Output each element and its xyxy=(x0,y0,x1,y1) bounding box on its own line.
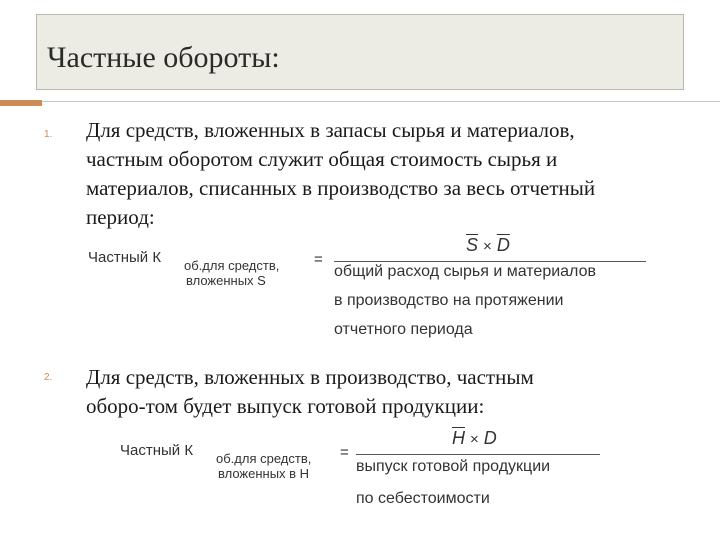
text-line: период: xyxy=(86,205,155,229)
text-line: Для средств, вложенных в запасы сырья и материалов, xyxy=(86,118,575,142)
formula-denominator: отчетного периода xyxy=(334,321,473,338)
formula-denominator: в производство на протяжении xyxy=(334,292,564,309)
title-box xyxy=(36,14,684,90)
formula-denominator: общий расход сырья и материалов xyxy=(334,263,596,280)
text-line: материалов, списанных в производство за весь отчетный xyxy=(86,176,596,200)
formula-lhs: Частный К xyxy=(88,249,162,266)
fraction-bar xyxy=(356,454,600,455)
item-number: 1. xyxy=(44,129,53,140)
item-text xyxy=(86,363,534,421)
slide-title: Частные обороты: xyxy=(47,41,280,74)
formula-subscript: вложенных в Н xyxy=(218,466,310,481)
formula-numerator: $\overline{S} \times \overline{D}$ xyxy=(466,235,510,255)
formula-denominator: выпуск готовой продукции xyxy=(356,458,551,475)
item-number: 2. xyxy=(44,372,53,383)
text-line: частным оборотом служит общая стоимость сырья и xyxy=(86,147,558,171)
text-line: оборо-том будет выпуск готовой продукции: xyxy=(86,394,485,418)
formula-denominator: по себестоимости xyxy=(356,490,490,507)
formula-subscript: об.для средств, xyxy=(184,258,280,273)
formula-subscript: вложенных S xyxy=(186,273,266,288)
formula-lhs: Частный К xyxy=(120,442,194,459)
fraction-bar xyxy=(334,261,646,262)
formula-numerator: $\overline{H} \times D$ xyxy=(452,428,497,448)
formula-subscript: об.для средств, xyxy=(216,451,312,466)
text-line: Для средств, вложенных в производство, частным xyxy=(86,365,534,389)
divider xyxy=(42,101,720,102)
formula-equals: = xyxy=(314,251,323,268)
accent-bar xyxy=(0,100,42,106)
item-text xyxy=(86,116,595,232)
formula-equals: = xyxy=(340,444,349,461)
